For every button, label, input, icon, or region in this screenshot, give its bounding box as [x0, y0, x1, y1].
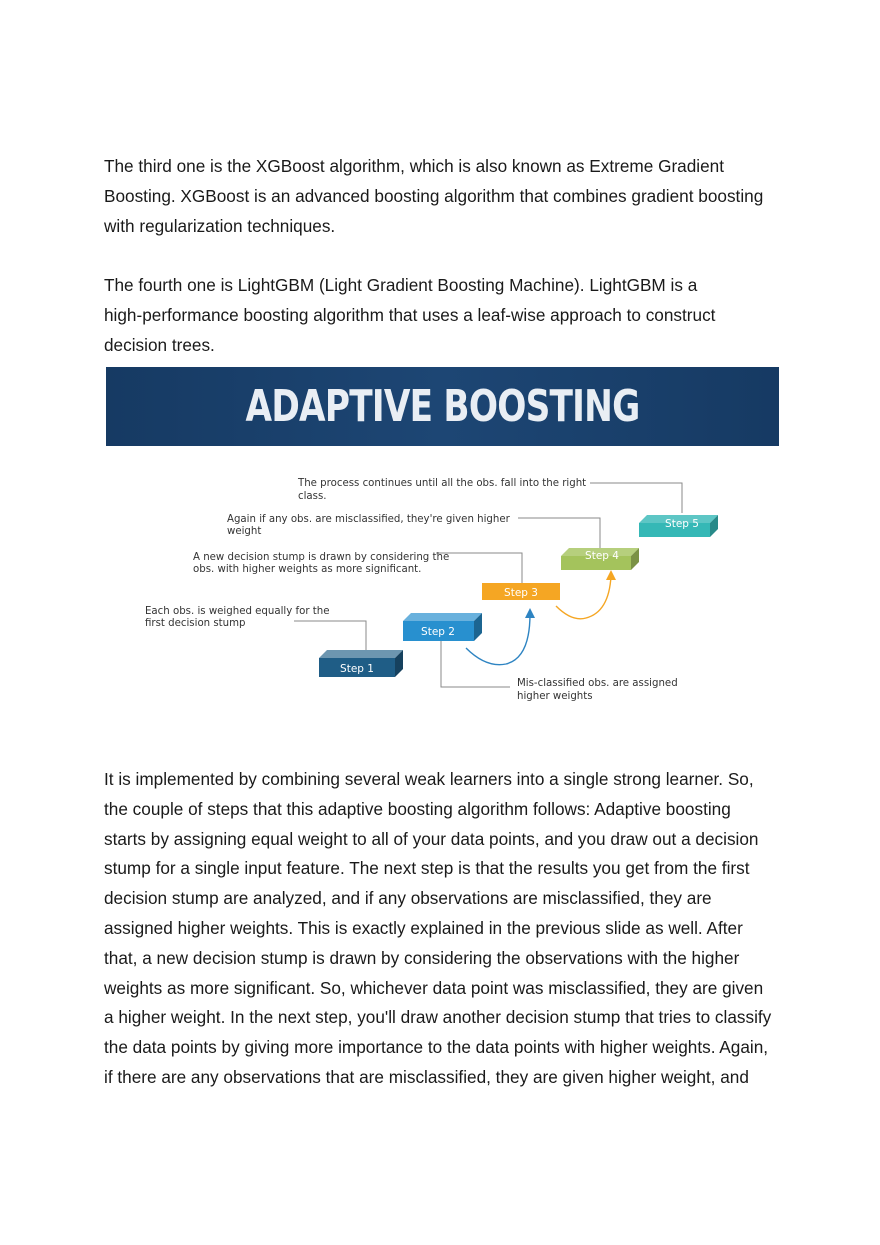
adaptive-boosting-diagram	[106, 446, 780, 716]
text-line: It is implemented by combining several weak learners into a single strong learner. So,	[104, 769, 754, 789]
text-line: Boosting. XGBoost is an advanced boosting algorithm that combines gradient boosting	[104, 185, 764, 206]
annotation-step3: A new decision stump is drawn by considering the obs. with higher weights as more significant.	[193, 552, 450, 575]
annotation-step4: Again if any obs. are misclassified, they're given higher weight	[227, 514, 510, 537]
step-label: Step 2	[421, 626, 455, 638]
paragraph-adaboost-explanation	[104, 765, 794, 1093]
text-line: if there are any observations that are misclassified, they are given higher weight, and	[104, 1066, 749, 1087]
figure-banner	[106, 367, 779, 446]
text-line: with regularization techniques.	[104, 215, 336, 236]
text-line: starts by assigning equal weight to all of your data points, and you draw out a decision	[104, 828, 759, 849]
annotation-step2: Mis-classified obs. are assigned higher weights	[517, 678, 678, 702]
text-line: decision trees.	[104, 334, 215, 355]
annotation-step1: Each obs. is weighed equally for the first decision stump	[145, 606, 330, 629]
text-line: weights as more significant. So, whichever data point was misclassified, they are given	[104, 977, 764, 998]
text-line: high-performance boosting algorithm that uses a leaf-wise approach to construct	[104, 304, 716, 325]
text-line: stump for a single input feature. The next step is that the results you get from the first	[104, 858, 750, 879]
connector-line-step5	[590, 483, 682, 513]
text-line: decision stump are analyzed, and if any observations are misclassified, they are	[104, 888, 712, 909]
text-line: the data points by giving more importance to the data points with higher weights. Again,	[104, 1037, 769, 1058]
connector-line-step4	[518, 518, 600, 548]
paragraph-lightgbm	[104, 271, 794, 360]
banner-title: ADAPTIVE BOOSTING	[245, 381, 640, 432]
arrowhead-orange	[606, 570, 616, 580]
text-line: a higher weight. In the next step, you'll draw another decision stump that tries to classify	[104, 1007, 772, 1028]
annotation-step5: The process continues until all the obs. fall into the right class.	[298, 478, 587, 502]
connector-line-step2	[441, 636, 510, 687]
paragraph-xgboost	[104, 152, 794, 241]
text-line: that, a new decision stump is drawn by considering the observations with the higher	[104, 947, 740, 968]
text-line: assigned higher weights. This is exactly explained in the previous slide as well. After	[104, 917, 743, 938]
step-block-2	[403, 613, 482, 641]
connector-line-step1	[294, 621, 366, 650]
text-line: The third one is the XGBoost algorithm, which is also known as Extreme Gradient	[104, 156, 724, 176]
step-label: Step 1	[340, 663, 374, 675]
step-block-4	[561, 548, 639, 570]
step-block-5	[639, 515, 718, 537]
step-block-1	[319, 650, 403, 677]
step-label: Step 5	[665, 518, 699, 530]
arrowhead-blue	[525, 608, 535, 618]
step-label: Step 3	[504, 587, 538, 599]
step-label: Step 4	[585, 550, 619, 562]
text-line: the couple of steps that this adaptive boosting algorithm follows: Adaptive boosting	[104, 798, 731, 819]
text-line: The fourth one is LightGBM (Light Gradient Boosting Machine). LightGBM is a	[104, 275, 698, 295]
step-block-3	[482, 583, 560, 600]
arrow-curve-orange	[556, 576, 611, 619]
